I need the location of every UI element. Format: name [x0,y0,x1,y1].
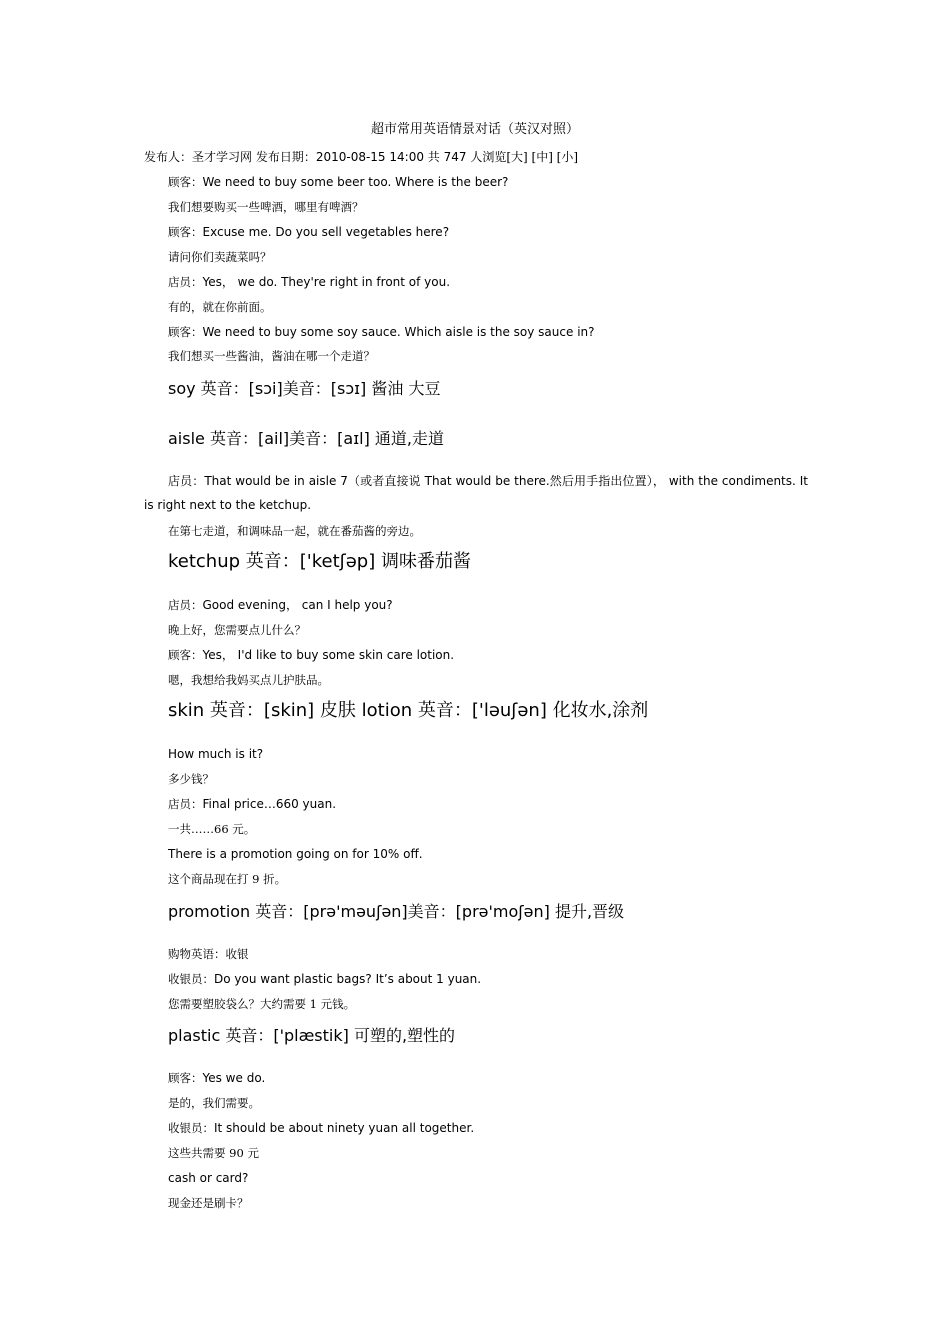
translation-line: 现金还是刷卡？ [168,1196,249,1210]
dialogue-line [168,173,508,191]
dialogue-line [168,1119,474,1137]
views-suffix: 人浏览[大] [中] [小] [466,150,579,164]
speaker-label: 顾客： [168,175,203,189]
vocab-entry: promotion 英音：[prə'məuʃən]美音：[prə'moʃən] 提升,晋级 [168,902,625,921]
translation-line: 这个商品现在打 9 折。 [168,872,287,886]
translation-line: 嗯，我想给我妈买点儿护肤品。 [168,673,329,687]
dialogue-text: Yes， we do. They're right in front of you. [202,275,451,289]
translation-line: 我们想要购买一些啤酒，哪里有啤酒？ [168,200,364,214]
dialogue-text: We need to buy some soy sauce. Which aisle is the soy sauce in? [202,325,595,339]
translation-line: 多少钱？ [168,772,214,786]
vocab-entry: ketchup 英音：['ketʃəp] 调味番茄酱 [168,551,471,572]
dialogue-line [168,970,481,988]
dialogue-text: Yes we do. [202,1071,266,1085]
article-meta [144,148,578,166]
dialogue-line: cash or card? [168,1171,249,1185]
translation-line: 晚上好，您需要点儿什么？ [168,623,306,637]
translation-line: 是的，我们需要。 [168,1096,260,1110]
translation-line: 我们想买一些酱油，酱油在哪一个走道？ [168,349,375,363]
dialogue-line [168,795,336,813]
dialogue-text: It should be about ninety yuan all together. [214,1121,475,1135]
translation-line: 有的，就在你前面。 [168,300,272,314]
speaker-label: 收银员： [168,972,214,986]
dialogue-line [168,646,454,664]
dialogue-text: Do you want plastic bags? It’s about 1 yuan. [214,972,482,986]
translation-line: 请问你们卖蔬菜吗？ [168,250,272,264]
publisher-info: 发布人：圣才学习网 发布日期： [144,150,316,164]
speaker-label: 收银员： [168,1121,214,1135]
dialogue-text: We need to buy some beer too. Where is the beer? [202,175,509,189]
dialogue-line [168,223,449,241]
dialogue-line: How much is it? [168,747,264,761]
speaker-label: 店员： [168,797,203,811]
dialogue-line [168,273,450,291]
dialogue-line [168,1069,265,1087]
dialogue-text: Yes， I'd like to buy some skin care lotion. [202,648,455,662]
vocab-entry: skin 英音：[skin] 皮肤 lotion 英音：['ləuʃən] 化妆水,涂剂 [168,700,649,721]
views-prefix: 共 [423,150,444,164]
vocab-entry: soy 英音：[sɔi]美音：[sɔɪ] 酱油 大豆 [168,379,441,398]
speaker-label: 店员： [168,598,203,612]
dialogue-line [168,323,595,341]
speaker-label: 店员： [168,275,203,289]
dialogue-text: Final price…660 yuan. [202,797,337,811]
publish-date: 2010-08-15 14:00 [315,150,424,164]
view-count: 747 [443,150,467,164]
dialogue-line: There is a promotion going on for 10% off. [168,847,423,861]
translation-line: 这些共需要 90 元 [168,1146,259,1160]
speaker-label: 顾客： [168,1071,203,1085]
translation-line: 您需要塑胶袋么？大约需要 1 元钱。 [168,997,356,1011]
dialogue-text: Excuse me. Do you sell vegetables here? [202,225,450,239]
vocab-entry: plastic 英音：['plæstik] 可塑的,塑性的 [168,1026,456,1045]
vocab-entry: aisle 英音：[ail]美音：[aɪl] 通道,走道 [168,429,444,448]
speaker-label: 顾客： [168,225,203,239]
speaker-label: 顾客： [168,648,203,662]
speaker-label: 顾客： [168,325,203,339]
dialogue-paragraph: 店员：That would be in aisle 7（或者直接说 That would be there.然后用手指出位置）， with the condiments. It is right next to the ketchup. [144,474,808,512]
dialogue-line [168,596,393,614]
translation-line: 在第七走道，和调味品一起，就在番茄酱的旁边。 [168,524,421,538]
translation-line: 一共……66 元。 [168,822,256,836]
dialogue-text: Good evening， can I help you? [202,598,393,612]
page-title: 超市常用英语情景对话（英汉对照） [370,122,579,137]
section-heading: 购物英语：收银 [168,947,249,961]
